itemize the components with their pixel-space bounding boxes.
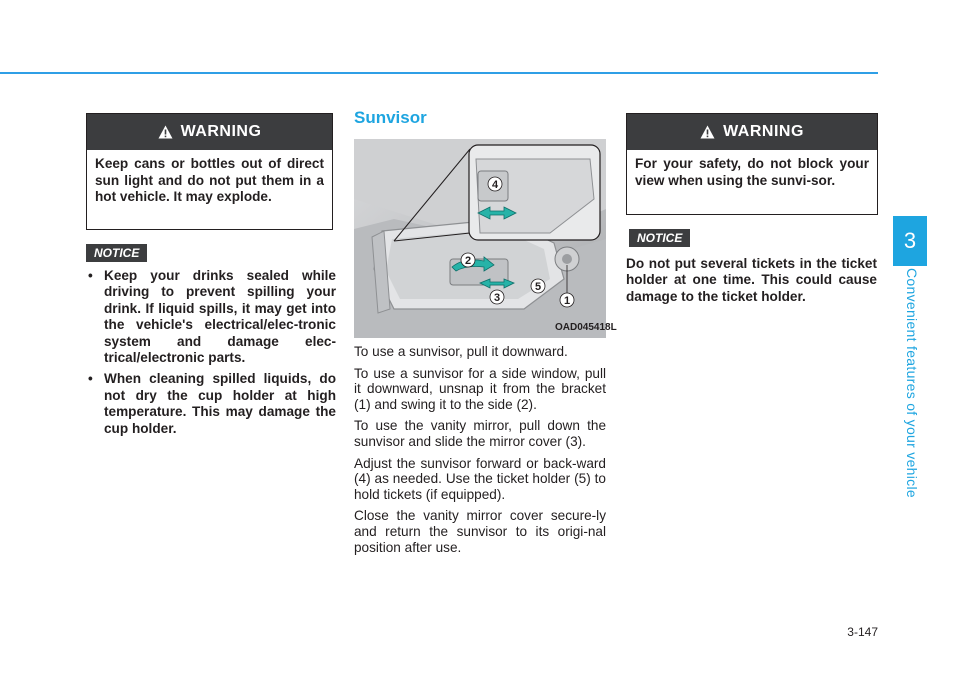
warning-text: For your safety, do not block your view when using the sunvi-sor. — [635, 156, 869, 188]
notice-text: Do not put several tickets in the ticket holder at one time. This could cause damage to the ticket holder. — [626, 256, 877, 304]
callout-2 — [461, 253, 475, 267]
warning-box-right — [626, 113, 878, 215]
notice-label-right: NOTICE — [629, 229, 690, 247]
warning-header — [87, 114, 332, 150]
warning-title: WARNING — [723, 123, 804, 140]
warning-box-left — [86, 113, 333, 230]
paragraph: To use a sunvisor, pull it downward. — [354, 344, 568, 359]
notice-label-left: NOTICE — [86, 244, 147, 262]
callout-3 — [490, 290, 504, 304]
svg-text:2: 2 — [464, 255, 472, 267]
chapter-number-tab: 3 — [893, 216, 927, 266]
warning-icon — [700, 125, 715, 139]
paragraph: To use a sunvisor for a side window, pull it downward, unsnap it from the bracket (1) and swing it to the side (2). — [354, 365, 606, 412]
warning-text: Keep cans or bottles out of direct sun light and do not put them in a hot vehicle. It may explode. — [95, 156, 324, 204]
paragraph: To use the vanity mirror, pull down the sunvisor and slide the mirror cover (3). — [354, 418, 606, 449]
warning-title: WARNING — [180, 123, 262, 140]
svg-text:1: 1 — [563, 295, 571, 307]
callout-5 — [531, 279, 545, 293]
paragraph: Adjust the sunvisor forward or back-ward (4) as needed. Use the ticket holder (5) to hold tickets (if equipped). — [354, 455, 606, 502]
svg-text:5: 5 — [534, 281, 542, 293]
figure-code: OAD045418L — [555, 322, 617, 333]
sunvisor-instructions — [354, 344, 606, 561]
page-number: 3-147 — [847, 625, 878, 639]
sunvisor-illustration — [354, 139, 606, 338]
bullet-item: • When cleaning spilled liquids, do not dry the cup holder at high temperature. This may damage the cup holder. — [86, 371, 336, 437]
warning-icon — [158, 125, 173, 139]
bullet-item: • Keep your drinks sealed while driving to prevent spilling your drink. If liquid spills, it may get into the vehicle's electrical/elec-tronic system and damage elec-trical/electronic parts. — [86, 268, 336, 366]
callout-4 — [488, 177, 502, 191]
warning-header — [627, 114, 877, 150]
top-rule — [0, 72, 878, 74]
section-title: Sunvisor — [354, 108, 427, 127]
bullet-list — [86, 268, 336, 442]
svg-text:3: 3 — [493, 292, 501, 304]
paragraph: Close the vanity mirror cover secure-ly and return the sunvisor to its origi-nal position after use. — [354, 508, 606, 555]
chapter-title: Convenient features of your vehicle — [904, 268, 920, 498]
svg-text:4: 4 — [491, 179, 499, 191]
